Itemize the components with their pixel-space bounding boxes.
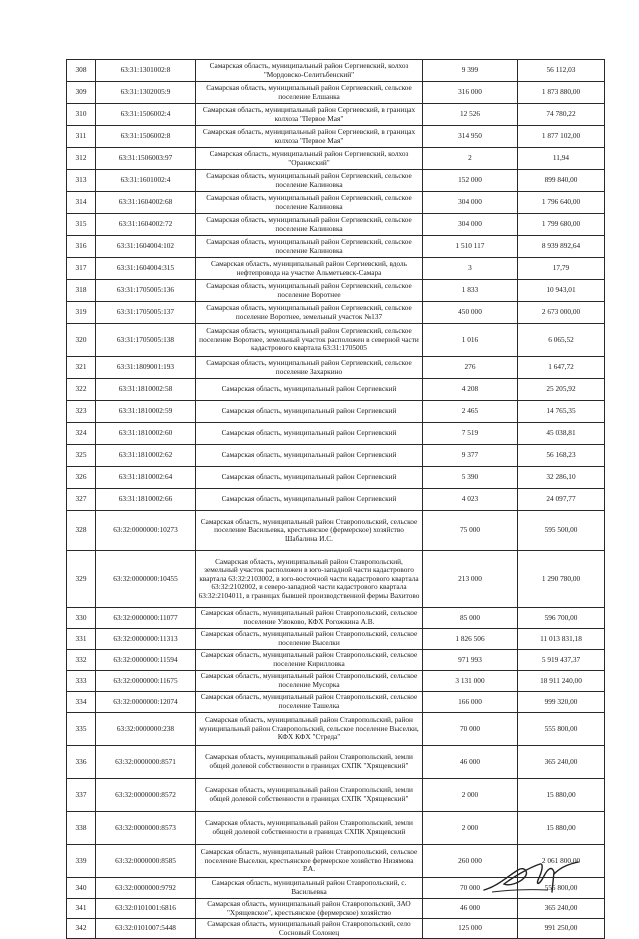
area-cell: 7 519 — [423, 423, 518, 445]
cadastral-value-cell: 1 290 780,00 — [518, 551, 605, 608]
table-row — [67, 192, 605, 214]
address-cell: Самарская область, муниципальный район Ставропольский, земельный участок расположен в юго-западной части кадастрового квартала 63:32:2103002, в юго-восточной части кадастрового квартала 63:32:2102002, в северо-западной части кадастрового квартала 63:32:2104011, в границах бывшей производственной фермы Вахитово — [196, 551, 423, 608]
address-cell: Самарская область, муниципальный район Сергиевский — [196, 467, 423, 489]
area-cell: 260 000 — [423, 845, 518, 878]
document-page — [66, 59, 604, 939]
address-cell: Самарская область, муниципальный район Сергиевский, сельское поселение Калиновка — [196, 236, 423, 258]
row-number-cell: 319 — [67, 302, 96, 324]
table-row — [67, 104, 605, 126]
address-cell: Самарская область, муниципальный район Сергиевский, в границах колхоза "Первое Мая" — [196, 104, 423, 126]
cadastral-value-cell: 45 038,81 — [518, 423, 605, 445]
row-number-cell: 314 — [67, 192, 96, 214]
address-cell: Самарская область, муниципальный район Сергиевский — [196, 401, 423, 423]
table-row — [67, 280, 605, 302]
address-cell: Самарская область, муниципальный район Сергиевский, сельское поселение Воротнее — [196, 280, 423, 302]
cadastral-number-cell: 63:31:1604002:72 — [96, 214, 196, 236]
area-cell: 450 000 — [423, 302, 518, 324]
row-number-cell: 335 — [67, 713, 96, 746]
address-cell: Самарская область, муниципальный район Ставропольский, сельское поселение Ташелка — [196, 692, 423, 713]
cadastral-number-cell: 63:32:0000000:8585 — [96, 845, 196, 878]
table-row — [67, 779, 605, 812]
row-number-cell: 342 — [67, 919, 96, 939]
cadastral-value-cell: 5 919 437,37 — [518, 650, 605, 671]
cadastral-number-cell: 63:31:1604004:102 — [96, 236, 196, 258]
row-number-cell: 334 — [67, 692, 96, 713]
cadastral-value-cell: 17,79 — [518, 258, 605, 280]
cadastral-value-cell: 365 240,00 — [518, 746, 605, 779]
table-row — [67, 82, 605, 104]
address-cell: Самарская область, муниципальный район Ставропольский, сельское поселение Узюково, КФХ Рогожкина А.В. — [196, 608, 423, 629]
address-cell: Самарская область, муниципальный район Ставропольский, район муниципальный район Ставропольский, сельское поселение Выселки, КФХ КФХ "Стреда" — [196, 713, 423, 746]
row-number-cell: 338 — [67, 812, 96, 845]
cadastral-number-cell: 63:31:1604002:68 — [96, 192, 196, 214]
table-row — [67, 919, 605, 939]
row-number-cell: 328 — [67, 511, 96, 551]
address-cell: Самарская область, муниципальный район Сергиевский, сельское поселение Елшанка — [196, 82, 423, 104]
area-cell: 46 000 — [423, 899, 518, 919]
area-cell: 1 510 117 — [423, 236, 518, 258]
cadastral-value-cell: 25 205,92 — [518, 379, 605, 401]
row-number-cell: 333 — [67, 671, 96, 692]
area-cell: 9 399 — [423, 60, 518, 82]
address-cell: Самарская область, муниципальный район Ставропольский, с. Васильевка — [196, 878, 423, 899]
address-cell: Самарская область, муниципальный район Ставропольский, сельское поселение Выселки — [196, 629, 423, 650]
cadastral-number-cell: 63:31:1810002:59 — [96, 401, 196, 423]
table-body — [67, 60, 605, 939]
table-row — [67, 379, 605, 401]
cadastral-number-cell: 63:32:0000000:10455 — [96, 551, 196, 608]
table-row — [67, 423, 605, 445]
row-number-cell: 322 — [67, 379, 96, 401]
cadastral-value-cell: 10 943,01 — [518, 280, 605, 302]
area-cell: 70 000 — [423, 878, 518, 899]
cadastral-value-cell: 365 240,00 — [518, 899, 605, 919]
cadastral-number-cell: 63:31:1810002:60 — [96, 423, 196, 445]
area-cell: 46 000 — [423, 746, 518, 779]
row-number-cell: 311 — [67, 126, 96, 148]
table-row — [67, 746, 605, 779]
row-number-cell: 309 — [67, 82, 96, 104]
address-cell: Самарская область, муниципальный район Сергиевский, вдоль нефтепровода на участке Альметьевск-Самара — [196, 258, 423, 280]
area-cell: 2 000 — [423, 812, 518, 845]
cadastral-number-cell: 63:31:1302005:9 — [96, 82, 196, 104]
area-cell: 2 000 — [423, 779, 518, 812]
cadastral-value-cell: 555 800,00 — [518, 878, 605, 899]
area-cell: 4 023 — [423, 489, 518, 511]
area-cell: 213 000 — [423, 551, 518, 608]
table-row — [67, 812, 605, 845]
address-cell: Самарская область, муниципальный район Сергиевский — [196, 379, 423, 401]
cadastral-number-cell: 63:32:0000000:11077 — [96, 608, 196, 629]
address-cell: Самарская область, муниципальный район Сергиевский, сельское поселение Калиновка — [196, 170, 423, 192]
cadastral-value-cell: 555 800,00 — [518, 713, 605, 746]
row-number-cell: 331 — [67, 629, 96, 650]
area-cell: 304 000 — [423, 214, 518, 236]
table-row — [67, 899, 605, 919]
table-row — [67, 126, 605, 148]
row-number-cell: 339 — [67, 845, 96, 878]
area-cell: 314 950 — [423, 126, 518, 148]
address-cell: Самарская область, муниципальный район Сергиевский, сельское поселение Воротнее, земельный участок №137 — [196, 302, 423, 324]
address-cell: Самарская область, муниципальный район Ставропольский, сельское поселение Выселки, крестьянское фермерское хозяйство Низямова Р.А. — [196, 845, 423, 878]
row-number-cell: 318 — [67, 280, 96, 302]
address-cell: Самарская область, муниципальный район Сергиевский, сельское поселение Калиновка — [196, 192, 423, 214]
row-number-cell: 341 — [67, 899, 96, 919]
address-cell: Самарская область, муниципальный район Сергиевский — [196, 489, 423, 511]
cadastral-number-cell: 63:32:0000000:12074 — [96, 692, 196, 713]
cadastral-number-cell: 63:31:1601002:4 — [96, 170, 196, 192]
table-row — [67, 170, 605, 192]
cadastral-number-cell: 63:32:0000000:11675 — [96, 671, 196, 692]
row-number-cell: 308 — [67, 60, 96, 82]
table-row — [67, 258, 605, 280]
cadastral-number-cell: 63:32:0000000:8572 — [96, 779, 196, 812]
row-number-cell: 317 — [67, 258, 96, 280]
cadastral-number-cell: 63:31:1506002:4 — [96, 104, 196, 126]
row-number-cell: 330 — [67, 608, 96, 629]
row-number-cell: 320 — [67, 324, 96, 357]
cadastral-value-cell: 1 873 880,00 — [518, 82, 605, 104]
row-number-cell: 326 — [67, 467, 96, 489]
address-cell: Самарская область, муниципальный район Сергиевский, колхоз "Мордовско-Селитьбенский" — [196, 60, 423, 82]
cadastral-value-cell: 1 877 102,00 — [518, 126, 605, 148]
table-row — [67, 629, 605, 650]
area-cell: 5 390 — [423, 467, 518, 489]
area-cell: 12 526 — [423, 104, 518, 126]
cadastral-number-cell: 63:31:1810002:66 — [96, 489, 196, 511]
row-number-cell: 315 — [67, 214, 96, 236]
cadastral-number-cell: 63:31:1506002:8 — [96, 126, 196, 148]
cadastral-value-cell: 11 013 831,18 — [518, 629, 605, 650]
address-cell: Самарская область, муниципальный район Ставропольский, сельское поселение Мусорка — [196, 671, 423, 692]
area-cell: 1 833 — [423, 280, 518, 302]
cadastral-value-cell: 999 320,00 — [518, 692, 605, 713]
cadastral-number-cell: 63:31:1810002:64 — [96, 467, 196, 489]
cadastral-number-cell: 63:31:1809001:193 — [96, 357, 196, 379]
cadastral-value-cell: 8 939 892,64 — [518, 236, 605, 258]
area-cell: 1 826 506 — [423, 629, 518, 650]
table-row — [67, 60, 605, 82]
cadastral-value-cell: 899 840,00 — [518, 170, 605, 192]
area-cell: 3 131 000 — [423, 671, 518, 692]
row-number-cell: 340 — [67, 878, 96, 899]
address-cell: Самарская область, муниципальный район Ставропольский, сельское поселение Кирилловка — [196, 650, 423, 671]
row-number-cell: 313 — [67, 170, 96, 192]
cadastral-value-cell: 6 065,52 — [518, 324, 605, 357]
area-cell: 125 000 — [423, 919, 518, 939]
table-row — [67, 445, 605, 467]
address-cell: Самарская область, муниципальный район Ставропольский, село Сосновый Солонец — [196, 919, 423, 939]
row-number-cell: 325 — [67, 445, 96, 467]
area-cell: 75 000 — [423, 511, 518, 551]
cadastral-value-cell: 2 673 000,00 — [518, 302, 605, 324]
address-cell: Самарская область, муниципальный район Сергиевский, сельское поселение Захаркино — [196, 357, 423, 379]
area-cell: 9 377 — [423, 445, 518, 467]
cadastral-number-cell: 63:32:0000000:11313 — [96, 629, 196, 650]
cadastral-number-cell: 63:32:0101007:5448 — [96, 919, 196, 939]
table-row — [67, 608, 605, 629]
address-cell: Самарская область, муниципальный район Сергиевский, сельское поселение Воротнее, земельный участок расположен в северной части кадастрового квартала 63:31:1705005 — [196, 324, 423, 357]
row-number-cell: 327 — [67, 489, 96, 511]
area-cell: 4 208 — [423, 379, 518, 401]
table-row — [67, 551, 605, 608]
row-number-cell: 321 — [67, 357, 96, 379]
table-row — [67, 357, 605, 379]
cadastral-value-cell: 15 880,00 — [518, 779, 605, 812]
cadastral-value-cell: 18 911 240,00 — [518, 671, 605, 692]
address-cell: Самарская область, муниципальный район Сергиевский, сельское поселение Калиновка — [196, 214, 423, 236]
cadastral-value-cell: 15 880,00 — [518, 812, 605, 845]
table-row — [67, 467, 605, 489]
address-cell: Самарская область, муниципальный район Ставропольский, сельское поселение Васильевка, крестьянское (фермерское) хозяйство Шабалина И.С. — [196, 511, 423, 551]
cadastral-value-cell: 1 799 680,00 — [518, 214, 605, 236]
cadastral-value-cell: 74 780,22 — [518, 104, 605, 126]
cadastral-number-cell: 63:32:0000000:11594 — [96, 650, 196, 671]
area-cell: 276 — [423, 357, 518, 379]
area-cell: 85 000 — [423, 608, 518, 629]
cadastral-value-cell: 56 112,03 — [518, 60, 605, 82]
cadastral-number-cell: 63:32:0101001:6816 — [96, 899, 196, 919]
table-row — [67, 148, 605, 170]
address-cell: Самарская область, муниципальный район Ставропольский, земли общей долевой собственности в границах СХПК "Хрящевский" — [196, 779, 423, 812]
cadastral-value-cell: 1 796 640,00 — [518, 192, 605, 214]
table-row — [67, 236, 605, 258]
address-cell: Самарская область, муниципальный район Сергиевский, в границах колхоза "Первое Мая" — [196, 126, 423, 148]
row-number-cell: 323 — [67, 401, 96, 423]
table-row — [67, 324, 605, 357]
cadastral-value-cell: 14 765,35 — [518, 401, 605, 423]
table-row — [67, 302, 605, 324]
table-row — [67, 511, 605, 551]
area-cell: 971 993 — [423, 650, 518, 671]
area-cell: 1 016 — [423, 324, 518, 357]
cadastral-value-cell: 596 700,00 — [518, 608, 605, 629]
row-number-cell: 310 — [67, 104, 96, 126]
row-number-cell: 337 — [67, 779, 96, 812]
row-number-cell: 336 — [67, 746, 96, 779]
row-number-cell: 332 — [67, 650, 96, 671]
address-cell: Самарская область, муниципальный район Ставропольский, земли общей долевой собственности в границах СХПК Хрящевский — [196, 812, 423, 845]
area-cell: 2 465 — [423, 401, 518, 423]
area-cell: 304 000 — [423, 192, 518, 214]
cadastral-value-cell: 2 061 800,00 — [518, 845, 605, 878]
area-cell: 152 000 — [423, 170, 518, 192]
table-row — [67, 671, 605, 692]
row-number-cell: 316 — [67, 236, 96, 258]
cadastral-number-cell: 63:31:1604004:315 — [96, 258, 196, 280]
address-cell: Самарская область, муниципальный район Сергиевский — [196, 445, 423, 467]
area-cell: 70 000 — [423, 713, 518, 746]
area-cell: 316 000 — [423, 82, 518, 104]
cadastral-number-cell: 63:31:1705005:138 — [96, 324, 196, 357]
cadastral-number-cell: 63:32:0000000:238 — [96, 713, 196, 746]
table-row — [67, 214, 605, 236]
cadastral-number-cell: 63:32:0000000:8573 — [96, 812, 196, 845]
cadastral-value-cell: 24 097,77 — [518, 489, 605, 511]
cadastral-number-cell: 63:31:1301002:8 — [96, 60, 196, 82]
table-row — [67, 650, 605, 671]
cadastral-number-cell: 63:31:1705005:136 — [96, 280, 196, 302]
row-number-cell: 312 — [67, 148, 96, 170]
row-number-cell: 329 — [67, 551, 96, 608]
cadastral-value-cell: 11,94 — [518, 148, 605, 170]
table-row — [67, 713, 605, 746]
cadastral-number-cell: 63:32:0000000:9792 — [96, 878, 196, 899]
cadastral-value-cell: 595 500,00 — [518, 511, 605, 551]
area-cell: 3 — [423, 258, 518, 280]
cadastral-number-cell: 63:31:1506003:97 — [96, 148, 196, 170]
cadastral-value-cell: 1 647,72 — [518, 357, 605, 379]
address-cell: Самарская область, муниципальный район Ставропольский, земли общей долевой собственности в границах СХПК "Хрящевский" — [196, 746, 423, 779]
address-cell: Самарская область, муниципальный район Ставропольский, ЗАО "Хрящевское", крестьянское (фермерское) хозяйство — [196, 899, 423, 919]
table-row — [67, 692, 605, 713]
row-number-cell: 324 — [67, 423, 96, 445]
table-row — [67, 401, 605, 423]
cadastral-value-cell: 991 250,00 — [518, 919, 605, 939]
area-cell: 166 000 — [423, 692, 518, 713]
cadastral-number-cell: 63:32:0000000:8571 — [96, 746, 196, 779]
handwritten-signature — [478, 856, 588, 898]
cadastral-value-cell: 32 286,10 — [518, 467, 605, 489]
area-cell: 2 — [423, 148, 518, 170]
cadastral-number-cell: 63:31:1810002:58 — [96, 379, 196, 401]
cadastral-number-cell: 63:31:1810002:62 — [96, 445, 196, 467]
table-row — [67, 489, 605, 511]
cadastral-number-cell: 63:32:0000000:10273 — [96, 511, 196, 551]
address-cell: Самарская область, муниципальный район Сергиевский — [196, 423, 423, 445]
land-plots-table — [66, 59, 605, 939]
address-cell: Самарская область, муниципальный район Сергиевский, колхоз "Оранжский" — [196, 148, 423, 170]
cadastral-value-cell: 56 168,23 — [518, 445, 605, 467]
cadastral-number-cell: 63:31:1705005:137 — [96, 302, 196, 324]
